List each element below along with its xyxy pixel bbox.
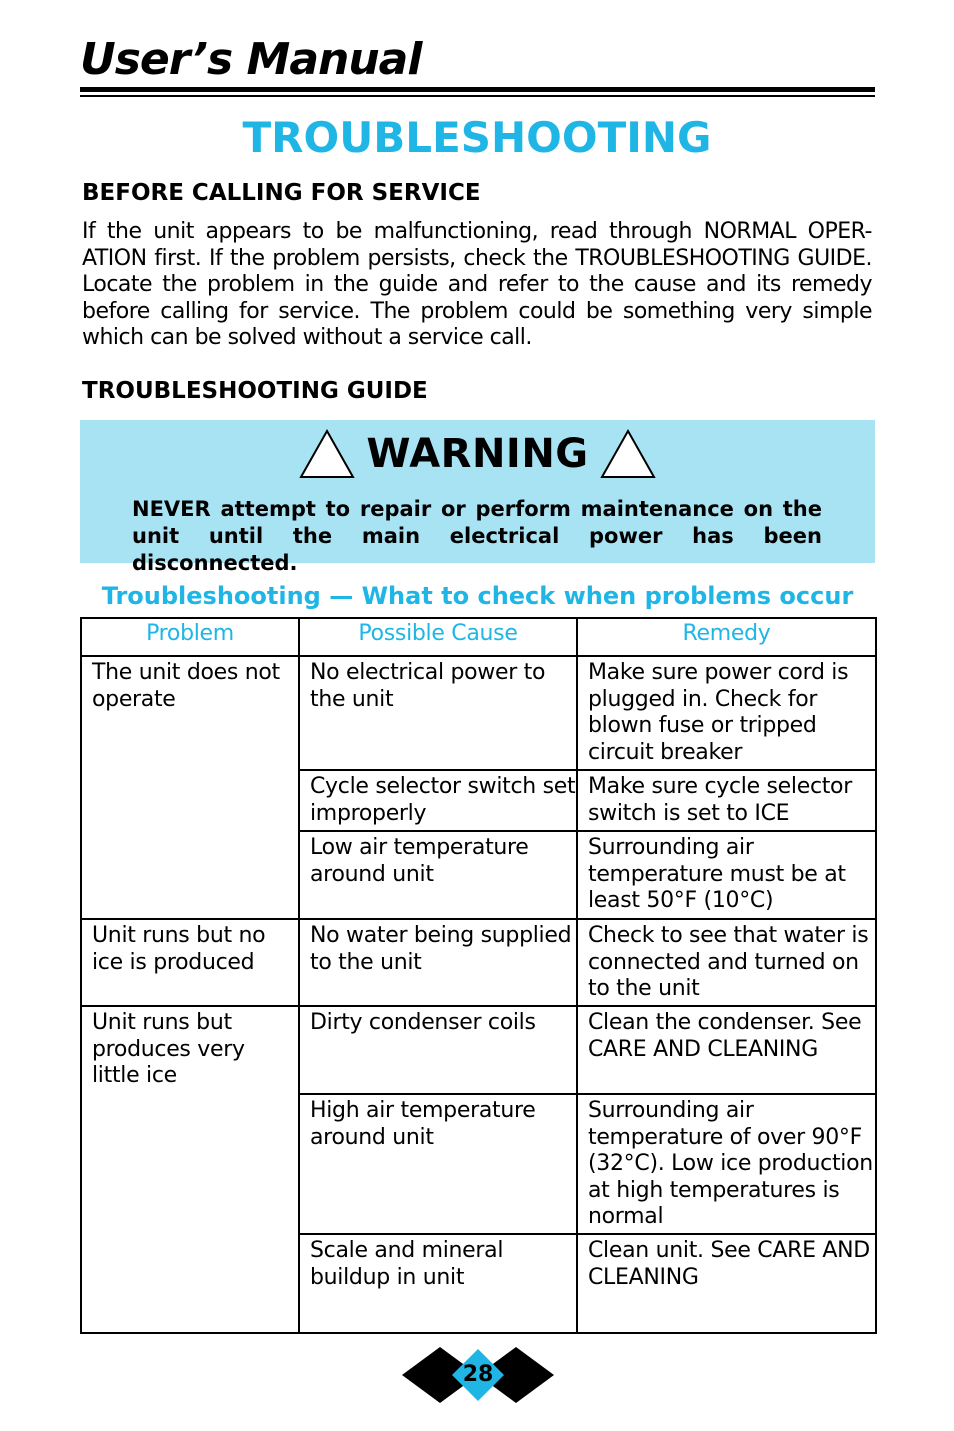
- warning-triangle-left-icon: [298, 428, 356, 480]
- table-header-row: [81, 618, 876, 656]
- remedy-cell: Make sure power cord is plugged in. Check for blown fuse or tripped circuit breaker: [577, 656, 876, 770]
- warning-triangle-right-icon: [599, 428, 657, 480]
- page-number: 28: [462, 1362, 494, 1387]
- warning-text-body: attempt to repair or perform maintenance on the unit until the main electrical power has been disconnected.: [132, 497, 822, 575]
- remedy-cell: Make sure cycle selector switch is set to ICE: [577, 770, 876, 831]
- remedy-cell: Clean unit. See CARE AND CLEANING: [577, 1234, 876, 1333]
- before-service-body: If the unit appears to be malfunctioning, read through NORMAL OPER-ATION first. If the problem persists, check the TROUBLESHOOTING GUIDE. Locate the problem in the guide and refer to the cause and its remedy before calling for service. The problem could be something very simple which can be solved without a service call.: [82, 219, 872, 350]
- before-service-heading: BEFORE CALLING FOR SERVICE: [82, 180, 481, 206]
- table-caption: Troubleshooting — What to check when problems occur: [101, 582, 854, 610]
- remedy-cell: Clean the condenser. See CARE AND CLEANING: [577, 1006, 876, 1094]
- cause-cell: Low air temperature around unit: [299, 831, 577, 919]
- warning-title: WARNING: [366, 431, 589, 477]
- cause-cell: High air temperature around unit: [299, 1094, 577, 1234]
- remedy-cell: Surrounding air temperature must be at least 50°F (10°C): [577, 831, 876, 919]
- header-cause: Possible Cause: [299, 618, 577, 656]
- table-row: [81, 656, 876, 770]
- cause-cell: No water being supplied to the unit: [299, 919, 577, 1006]
- manual-title: User’s Manual: [80, 34, 422, 85]
- warning-box: [80, 420, 875, 575]
- problem-cell: The unit does not operate: [81, 656, 299, 919]
- page-number-badge: [402, 1347, 554, 1403]
- table-row: [81, 919, 876, 1006]
- warning-text-lead: NEVER: [132, 497, 211, 521]
- remedy-cell: Surrounding air temperature of over 90°F (32°C). Low ice production at high temperatures is normal: [577, 1094, 876, 1234]
- problem-cell: Unit runs but produces very little ice: [81, 1006, 299, 1333]
- remedy-cell: Check to see that water is connected and turned on to the unit: [577, 919, 876, 1006]
- guide-heading: TROUBLESHOOTING GUIDE: [82, 378, 428, 404]
- header-rule-thick: [80, 87, 875, 92]
- cause-cell: Scale and mineral buildup in unit: [299, 1234, 577, 1333]
- cause-cell: Cycle selector switch set improperly: [299, 770, 577, 831]
- cause-cell: No electrical power to the unit: [299, 656, 577, 770]
- table-row: [81, 1006, 876, 1094]
- cause-cell: Dirty condenser coils: [299, 1006, 577, 1094]
- header-problem: Problem: [81, 618, 299, 656]
- header-rule-thin: [80, 95, 875, 97]
- warning-title-row: [80, 426, 875, 482]
- problem-cell: Unit runs but no ice is produced: [81, 919, 299, 1006]
- header-remedy: Remedy: [577, 618, 876, 656]
- page-heading: TROUBLESHOOTING: [242, 113, 712, 162]
- troubleshooting-table: [80, 617, 877, 1334]
- warning-text: [132, 496, 822, 577]
